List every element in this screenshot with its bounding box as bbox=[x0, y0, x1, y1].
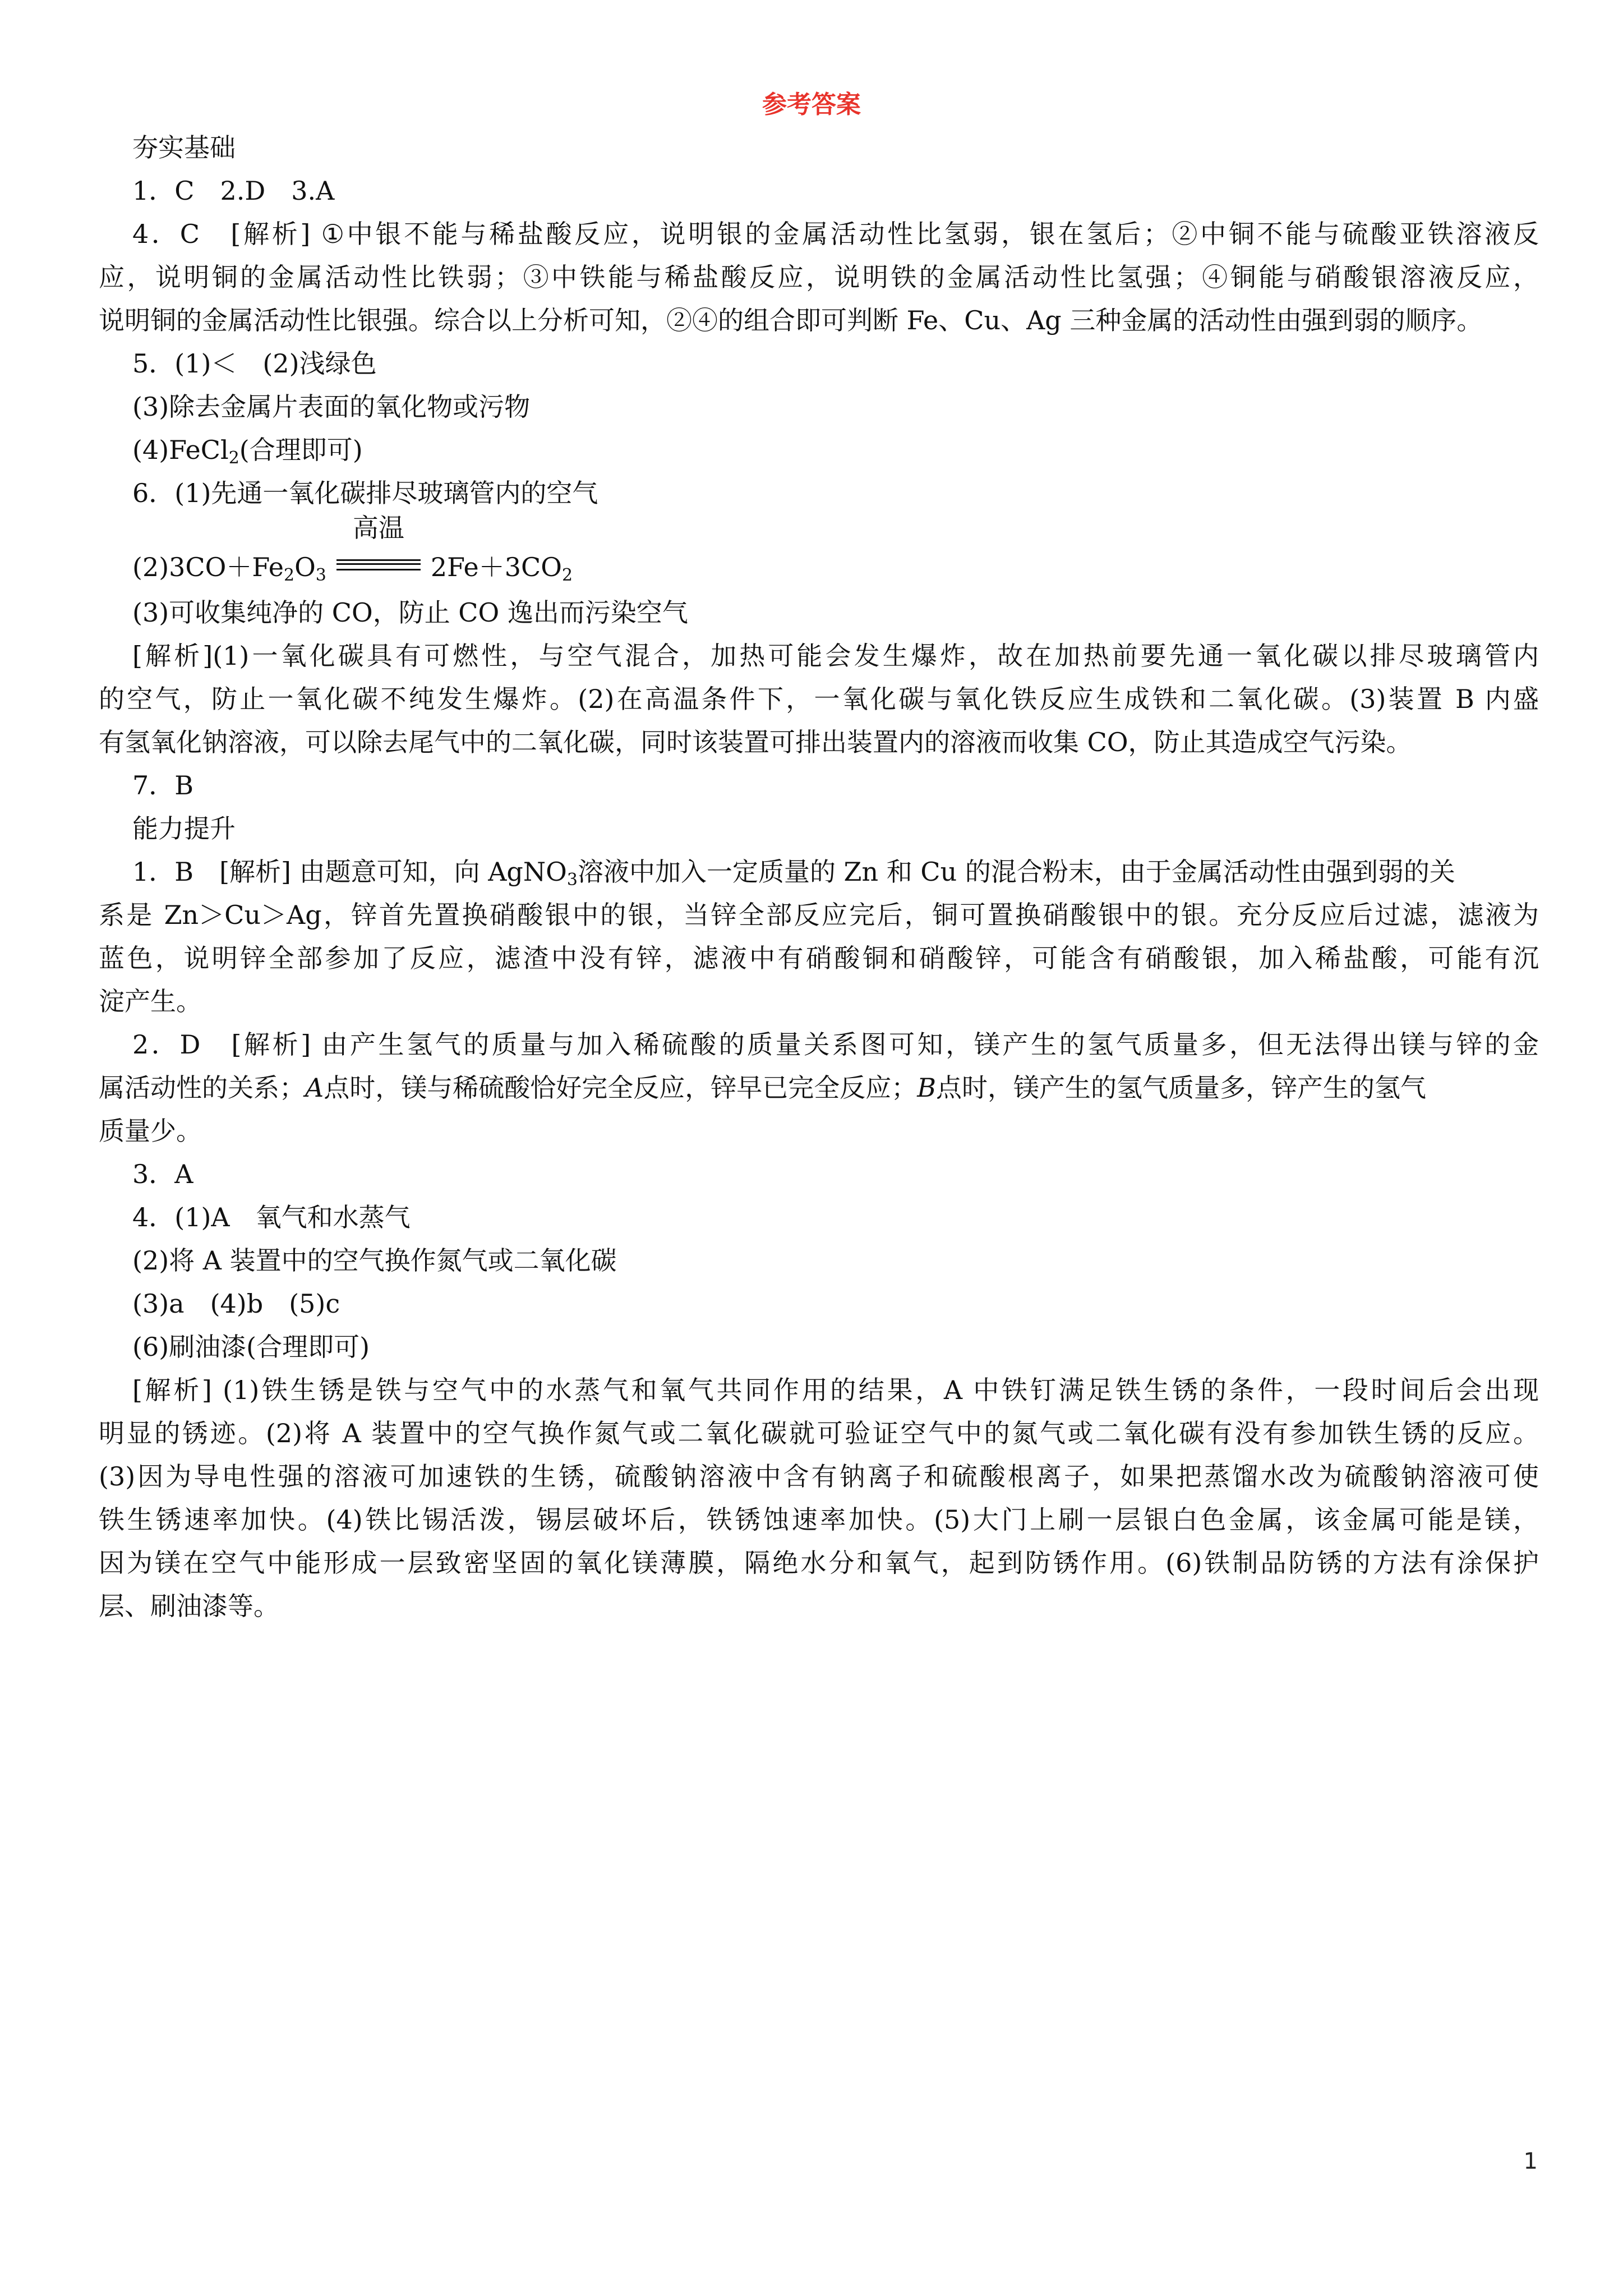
page-number: 1 bbox=[1523, 2148, 1538, 2174]
advanced-q1-line: 1．B [解析] 由题意可知，向 AgNO$_3$溶液中加入一定质量的 Zn 和 Cu 的混合粉末，由于金属活动性由强到弱的关 bbox=[132, 857, 1455, 890]
chemical-equation: $(2)3CO+Fe_2O_3$ 高温 $2Fe+3CO_2$ bbox=[99, 515, 1539, 591]
answer-q7: 7．B bbox=[132, 770, 194, 800]
answer-q4-line: 说明铜的金属活动性比银强。综合以上分析可知，②④的组合即可判断 Fe、Cu、Ag 三种金属的活动性由强到弱的顺序。 bbox=[99, 305, 1483, 335]
advanced-q4-line: 4．(1)A 氧气和水蒸气 bbox=[132, 1202, 411, 1232]
advanced-q3: 3．A bbox=[132, 1159, 193, 1189]
advanced-q4-line: (2)将 A 装置中的空气换作氮气或二氧化碳 bbox=[132, 1245, 617, 1276]
advanced-q4-analysis: (3)因为导电性强的溶液可加速铁的生锈，硫酸钠溶液中含有钠离子和硫酸根离子，如果把蒸馏水改为硫酸钠溶液可使 bbox=[99, 1461, 1539, 1492]
answer-q5-line: (3)除去金属片表面的氧化物或污物 bbox=[132, 392, 531, 422]
advanced-q4-line: (3)a (4)b (5)c bbox=[132, 1289, 340, 1319]
answer-q6-analysis: 的空气，防止一氧化碳不纯发生爆炸。(2)在高温条件下，一氧化碳与氧化铁反应生成铁和二氧化碳。(3)装置 B 内盛 bbox=[99, 684, 1539, 714]
advanced-q1-line: 淀产生。 bbox=[99, 986, 202, 1016]
answer-q4-line: 应，说明铜的金属活动性比铁弱；③中铁能与稀盐酸反应，说明铁的金属活动性比氢强；④铜能与硝酸银溶液反应， bbox=[99, 262, 1539, 292]
answer-q6-analysis: [解析](1)一氧化碳具有可燃性，与空气混合，加热可能会发生爆炸，故在加热前要先通一氧化碳以排尽玻璃管内 bbox=[132, 641, 1539, 671]
advanced-q2-line: 质量少。 bbox=[99, 1116, 202, 1146]
advanced-q2-line: 2．D [解析] 由产生氢气的质量与加入稀硫酸的质量关系图可知，镁产生的氢气质量多，但无法得出镁与锌的金 bbox=[132, 1029, 1539, 1060]
advanced-q4-line: (6)刷油漆(合理即可) bbox=[132, 1332, 370, 1362]
section-heading-advanced: 能力提升 bbox=[132, 813, 236, 844]
advanced-q1-line: 系是 Zn＞Cu＞Ag，锌首先置换硝酸银中的银，当锌全部反应完后，铜可置换硝酸银中的银。充分反应后过滤，滤液为 bbox=[99, 900, 1539, 930]
advanced-q4-analysis: 明显的锈迹。(2)将 A 装置中的空气换作氮气或二氧化碳就可验证空气中的氮气或二氧化碳有没有参加铁生锈的反应。 bbox=[99, 1418, 1539, 1448]
advanced-q2-line: 属活动性的关系；A点时，镁与稀硫酸恰好完全反应，锌早已完全反应；B点时，镁产生的氢气质量多，锌产生的氢气 bbox=[99, 1073, 1427, 1103]
answer-q6-analysis: 有氢氧化钠溶液，可以除去尾气中的二氧化碳，同时该装置可排出装置内的溶液而收集 CO，防止其造成空气污染。 bbox=[99, 727, 1412, 757]
advanced-q4-analysis: 层、刷油漆等。 bbox=[99, 1591, 279, 1621]
answer-q4-line: 4．C [解析] ①中银不能与稀盐酸反应，说明银的金属活动性比氢弱，银在氢后；②中铜不能与硫酸亚铁溶液反 bbox=[132, 219, 1539, 249]
reaction-condition-arrow bbox=[336, 513, 421, 589]
answer-q1-3: 1．C 2.D 3.A bbox=[132, 176, 335, 206]
advanced-q4-analysis: 因为镁在空气中能形成一层致密坚固的氧化镁薄膜，隔绝水分和氧气，起到防锈作用。(6)铁制品防锈的方法有涂保护 bbox=[99, 1548, 1539, 1578]
advanced-q1-line: 蓝色，说明锌全部参加了反应，滤渣中没有锌，滤液中有硝酸铜和硝酸锌，可能含有硝酸银，加入稀盐酸，可能有沉 bbox=[99, 943, 1539, 973]
answer-q5-line: (4)FeCl$_2$(合理即可) bbox=[132, 435, 363, 468]
answer-q6-line: (3)可收集纯净的 CO，防止 CO 逸出而污染空气 bbox=[132, 597, 688, 628]
answer-q6-line: 6．(1)先通一氧化碳排尽玻璃管内的空气 bbox=[132, 478, 598, 508]
advanced-q4-analysis: 铁生锈速率加快。(4)铁比锡活泼，锡层破坏后，铁锈蚀速率加快。(5)大门上刷一层银白色金属，该金属可能是镁， bbox=[99, 1504, 1539, 1535]
answer-content bbox=[99, 126, 1539, 1628]
page-title: 参考答案 bbox=[762, 90, 861, 119]
answer-q5-line: 5．(1)＜ (2)浅绿色 bbox=[132, 348, 377, 379]
section-heading-basic: 夯实基础 bbox=[132, 132, 236, 163]
advanced-q4-analysis: [解析] (1)铁生锈是铁与空气中的水蒸气和氧气共同作用的结果，A 中铁钉满足铁生锈的条件，一段时间后会出现 bbox=[132, 1375, 1539, 1405]
reaction-condition: 高温 bbox=[352, 513, 404, 543]
